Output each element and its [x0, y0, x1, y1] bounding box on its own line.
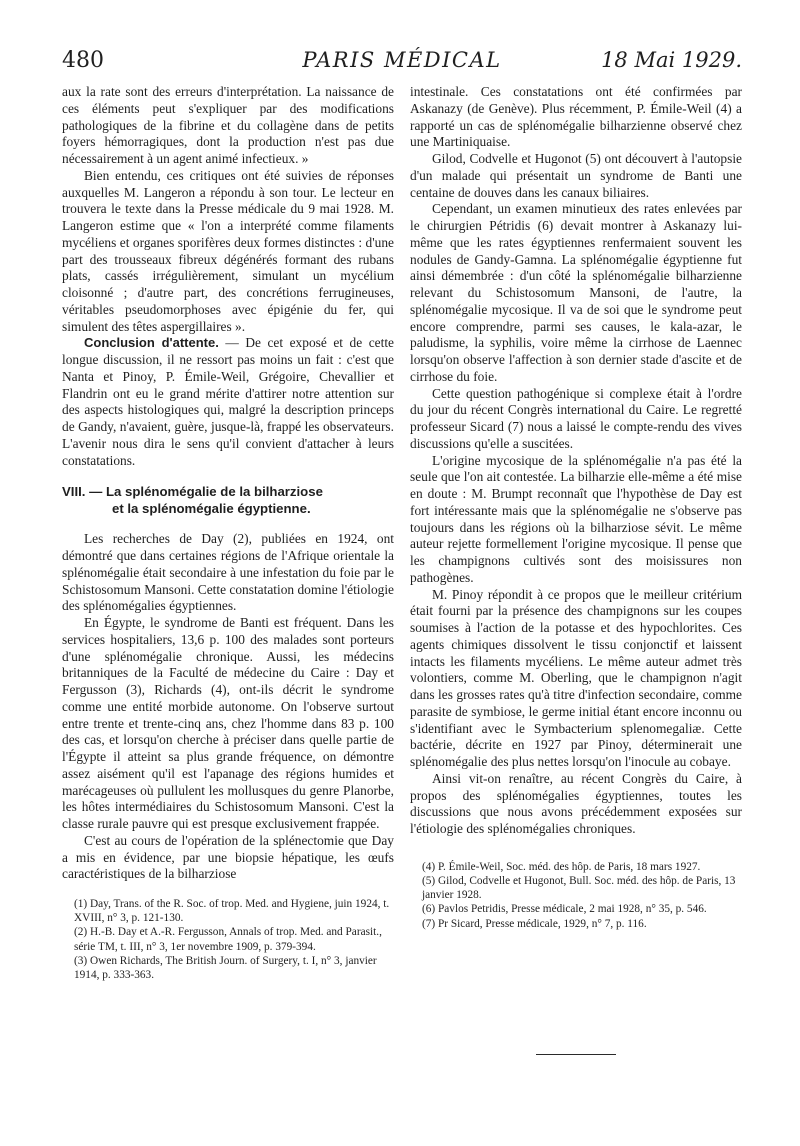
footnotes-left	[62, 893, 394, 982]
footnote: (4) P. Émile-Weil, Soc. méd. des hôp. de Paris, 18 mars 1927.	[422, 860, 701, 873]
paragraph: Gilod, Codvelle et Hugonot (5) ont découvert à l'autopsie d'un malade qui présentait un syndrome de Banti une centaine de douves dans les canaux biliaires.	[410, 151, 742, 200]
section-heading-line-1: VIII. — La splénomégalie de la bilharziose	[62, 484, 323, 500]
paragraph: Ainsi vit-on renaître, au récent Congrès du Caire, à propos des splénomégalies égyptiennes, toutes les discussions que nous avons précédemment exposées sur l'étiologie des splénomégalies chroniques.	[410, 770, 742, 836]
footnote: (6) Pavlos Petridis, Presse médicale, 2 mai 1928, n° 35, p. 546.	[422, 903, 707, 916]
paragraph: Les recherches de Day (2), publiées en 1924, ont démontré que dans certaines régions de l'Afrique orientale la splénomégalie était secondaire à une infestation du foie par le Schistosomum Mansoni. Cette constatation domine l'étiologie des splénomégalies égyptiennes.	[62, 531, 394, 614]
footnote: (1) Day, Trans. of the R. Soc. of trop. Med. and Hygiene, juin 1924, t. XVIII, n° 3, p. 121-130.	[74, 898, 390, 925]
footnotes-right	[410, 860, 742, 931]
paragraph: Cependant, un examen minutieux des rates enlevées par le chirurgien Pétridis (6) devait montrer à Askanazy lui-même que les rates égyptiennes renfermaient souvent les nodules de Gandy-Gamna. La splénomégalie égyptienne fut ainsi démembrée : d'un côté la splénomégalie bilharzienne relevant du Schistosomum Mansoni, de l'autre, la splénomégalie mycosique. Il va de soi que le syndrome peut encore comprendre, parmi ses causes, le kala-azar, le paludisme, la syphilis, voire même la cirrhose de Laennec lorsqu'on observe l'affection à son dernier stade d'ascite et de cirrhose du foie.	[410, 201, 742, 384]
left-column	[62, 84, 394, 982]
paragraph: intestinale. Ces constatations ont été confirmées par Askanazy (de Genève). Plus récemment, P. Émile-Weil (4) a rapporté un cas de splénomégalie bilharzienne observé chez une Martiniquaise.	[410, 84, 742, 150]
footnote: (5) Gilod, Codvelle et Hugonot, Bull. Soc. méd. des hôp. de Paris, 13 janvier 1928.	[422, 874, 736, 902]
footnote: (3) Owen Richards, The British Journ. of Surgery, t. I, n° 3, janvier 1914, p. 333-363.	[74, 954, 377, 982]
footnote: (2) H.-B. Day et A.-R. Fergusson, Annals of trop. Med. and Parasit., série TM, t. III, n° 3, 1er novembre 1909, p. 379-394.	[74, 926, 382, 953]
paragraph-text: — De cet exposé et de cette longue discussion, il ne ressort pas moins un fait : c'est que Nanta et Pinoy, P. Émile-Weil, Grégoire, Chevallier et Flandrin ont eu le grand mérite d'attirer notre attention sur des aspects histologiques qui, malgré la description princeps de Gandy, n'avaient, guère, jusque-là, frappé les observateurs. L'avenir nous dira le sens qu'il convient d'attacher à leurs constatations.	[62, 335, 394, 468]
closing-rule	[536, 1054, 616, 1055]
journal-title: PARIS MÉDICAL	[302, 48, 502, 72]
paragraph: Cette question pathogénique si complexe était à l'ordre du jour du récent Congrès international du Caire. Le regretté professeur Sicard (7) nous a laissé le compte-rendu des vives discussions qu'elle a suscitées.	[410, 385, 742, 451]
paragraph: C'est au cours de l'opération de la splénectomie que Day a mis en évidence, par une biopsie hépatique, les œufs caractéristiques de la bilharziose	[62, 832, 394, 882]
paragraph: Bien entendu, ces critiques ont été suivies de réponses auxquelles M. Langeron a répondu à son tour. Le lecteur en trouvera le texte dans la Presse médicale du 9 mai 1928. M. Langeron estime que « l'on a interprété comme filaments mycéliens et organes sporifères deux formes distinctes : d'une part des trousseaux fibreux dégénérés formant des rubans plats, cassés irrégulièrement, simulant un mycélium cloisonné ; d'autre part, des concrétions ferrugineuses, véritables pseudomorphoses avec épigénie du fer, qui simulent des têtes aspergillaires ».	[62, 167, 394, 334]
paragraph	[62, 335, 394, 469]
paragraph: M. Pinoy répondit à ce propos que le meilleur critérium était fourni par la présence des champignons sur les coupes soumises à l'action de la potasse et des hypochlorites. Ces agents chimiques dissolvent le tissu conjonctif et laissent intacts les filaments mycéliens. Le même auteur admet très volontiers, comme M. Oberling, que le champignon n'agit dans les grosses rates qu'à titre d'infection secondaire, comme parasite de symbiose, le germe initial étant encore inconnu ou s'identifiant avec le Symbacterium splenomegaliæ. Cette bactérie, décrite en 1927 par Pinoy, déterminerait une splénomégalie des plus nettes lorsqu'on l'inocule au cobaye.	[410, 586, 742, 769]
section-heading	[62, 483, 394, 517]
section-heading-line-2: et la splénomégalie égyptienne.	[112, 501, 311, 517]
page-number: 480	[62, 48, 104, 73]
paragraph: L'origine mycosique de la splénomégalie n'a pas été la seule que l'on ait contestée. La bilharzie elle-même a été mise en doute : M. Brumpt reconnaît que l'hypothèse de Day est fort intéressante mais que la splénomégalie ne s'observe pas toujours dans les régions où la bilharziose sévit. Le même auteur rejette formellement l'origine mycosique. Il pense que les champignons cultivés sont des moisissures non pathogènes.	[410, 452, 742, 585]
paragraph: En Égypte, le syndrome de Banti est fréquent. Dans les services hospitaliers, 13,6 p. 100 des malades sont porteurs d'une splénomégalie chronique. Aussi, les médecins britanniques de la Faculté de médecine du Caire : Day et Fergusson (3), Richards (4), ont-ils décrit le syndrome comme une entité morbide autonome. On l'observe surtout entre trente et trente-cinq ans, chez l'homme dans 83 p. 100 des cas, et lorsqu'on cherche à préciser dans quelle partie de l'Égypte il atteint sa plus grande fréquence, on démontre assez aisément qu'il est l'apanage des régions humides et marécageuses où pullulent les mollusques du genre Planorbe, les hôtes intermédiaires du Schistosomum Mansoni. C'est la classe rurale pauvre qui est presque exclusivement frappée.	[62, 615, 394, 831]
run-in-heading: Conclusion d'attente.	[84, 335, 219, 351]
footnote: (7) Pr Sicard, Presse médicale, 1929, n° 7, p. 116.	[422, 917, 647, 930]
page-header	[62, 48, 742, 78]
issue-date: 18 Mai 1929.	[601, 48, 742, 72]
right-column	[410, 84, 742, 931]
paragraph: aux la rate sont des erreurs d'interprétation. La naissance de ces éléments peut s'expliquer par des modifications pathologiques de la fibrine et du collagène dans de petits foyers hémorragiques, dont la production n'est pas due nécessairement à un agent animé infectieux. »	[62, 84, 394, 166]
